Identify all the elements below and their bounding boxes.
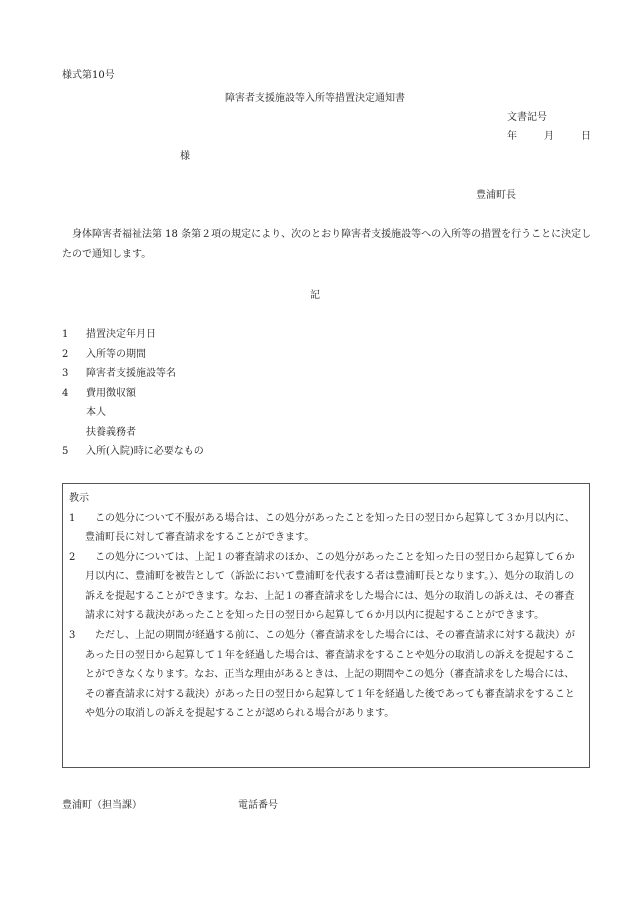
list-subitem xyxy=(62,403,204,423)
item-label: 措置決定年月日 xyxy=(86,329,156,340)
list-item xyxy=(62,325,204,345)
list-item xyxy=(62,364,204,384)
notice-item xyxy=(69,509,581,548)
ki-heading: 記 xyxy=(310,290,320,301)
body-paragraph xyxy=(62,225,592,264)
list-subitem xyxy=(62,423,204,443)
notice-item-text: この処分について不服がある場合は、この処分があったことを知った日の翌日から起算して３か月以内に、豊浦町長に対して審査請求をすることができます。 xyxy=(85,512,575,544)
issuer-name: 豊浦町長 xyxy=(476,190,516,201)
body-text: 身体障害者福祉法第 18 条第２項の規定により、次のとおり障害者支援施設等への入所等の措置を行うことに決定したので通知します。 xyxy=(62,229,592,260)
notice-item-text: この処分については、上記１の審査請求のほか、この処分があったことを知った日の翌日から起算して６か月以内に、豊浦町を被告として（訴訟において豊浦町を代表する者は豊浦町長となります。）、処分の取消しの訴えを提起することができます。なお、上記１の審査請求をした場合には、処分の取消しの訴えは、その審査請求に対する裁決があったことを知った日の翌日から起算して６か月以内に提起することができます。 xyxy=(85,551,575,622)
list-item xyxy=(62,384,204,404)
date-year-label: 年 xyxy=(507,131,517,142)
item-label: 扶養義務者 xyxy=(86,426,136,438)
item-number: 3 xyxy=(62,368,69,379)
notice-item-number: 2 xyxy=(69,551,76,563)
item-number: 4 xyxy=(62,387,69,399)
item-label: 本人 xyxy=(86,407,106,418)
notice-item xyxy=(69,626,581,724)
item-list xyxy=(62,325,204,462)
item-label: 費用徴収額 xyxy=(86,387,136,399)
item-number: 1 xyxy=(62,329,69,340)
footer-department: 豊浦町（担当課） xyxy=(62,800,142,811)
notice-item-number: 3 xyxy=(69,630,76,642)
recipient-suffix: 様 xyxy=(180,151,190,162)
item-label: 障害者支援施設等名 xyxy=(86,368,176,379)
item-number: 2 xyxy=(62,348,69,360)
document-number-label: 文書記号 xyxy=(507,112,547,123)
notice-item-text: ただし、上記の期間が経過する前に、この処分（審査請求をした場合には、その審査請求に対する裁決）があった日の翌日から起算して１年を経過した場合は、審査請求をすることや処分の取消しの訴えを提起することができなくなります。なお、正当な理由があるときは、上記の期間やこの処分（審査請求をした場合には、その審査請求に対する裁決）があった日の翌日から起算して１年を経過した後であっても審査請求をすることや処分の取消しの訴えを提起することが認められる場合があります。 xyxy=(85,630,575,720)
item-label: 入所等の期間 xyxy=(86,348,146,360)
notice-heading: 教示 xyxy=(69,493,89,504)
list-item xyxy=(62,345,204,365)
document-date xyxy=(507,127,591,142)
document-title: 障害者支援施設等入所等措置決定通知書 xyxy=(225,93,405,104)
item-number: 5 xyxy=(62,446,69,457)
item-label: 入所(入院)時に必要なもの xyxy=(86,446,204,457)
footer-phone-label: 電話番号 xyxy=(238,800,278,811)
date-day-label: 日 xyxy=(581,131,591,142)
list-item xyxy=(62,442,204,462)
form-number: 様式第10号 xyxy=(62,70,115,81)
notice-item-number: 1 xyxy=(69,512,76,524)
notice-item xyxy=(69,548,581,626)
date-month-label: 月 xyxy=(544,131,554,142)
notice-box xyxy=(62,483,590,768)
